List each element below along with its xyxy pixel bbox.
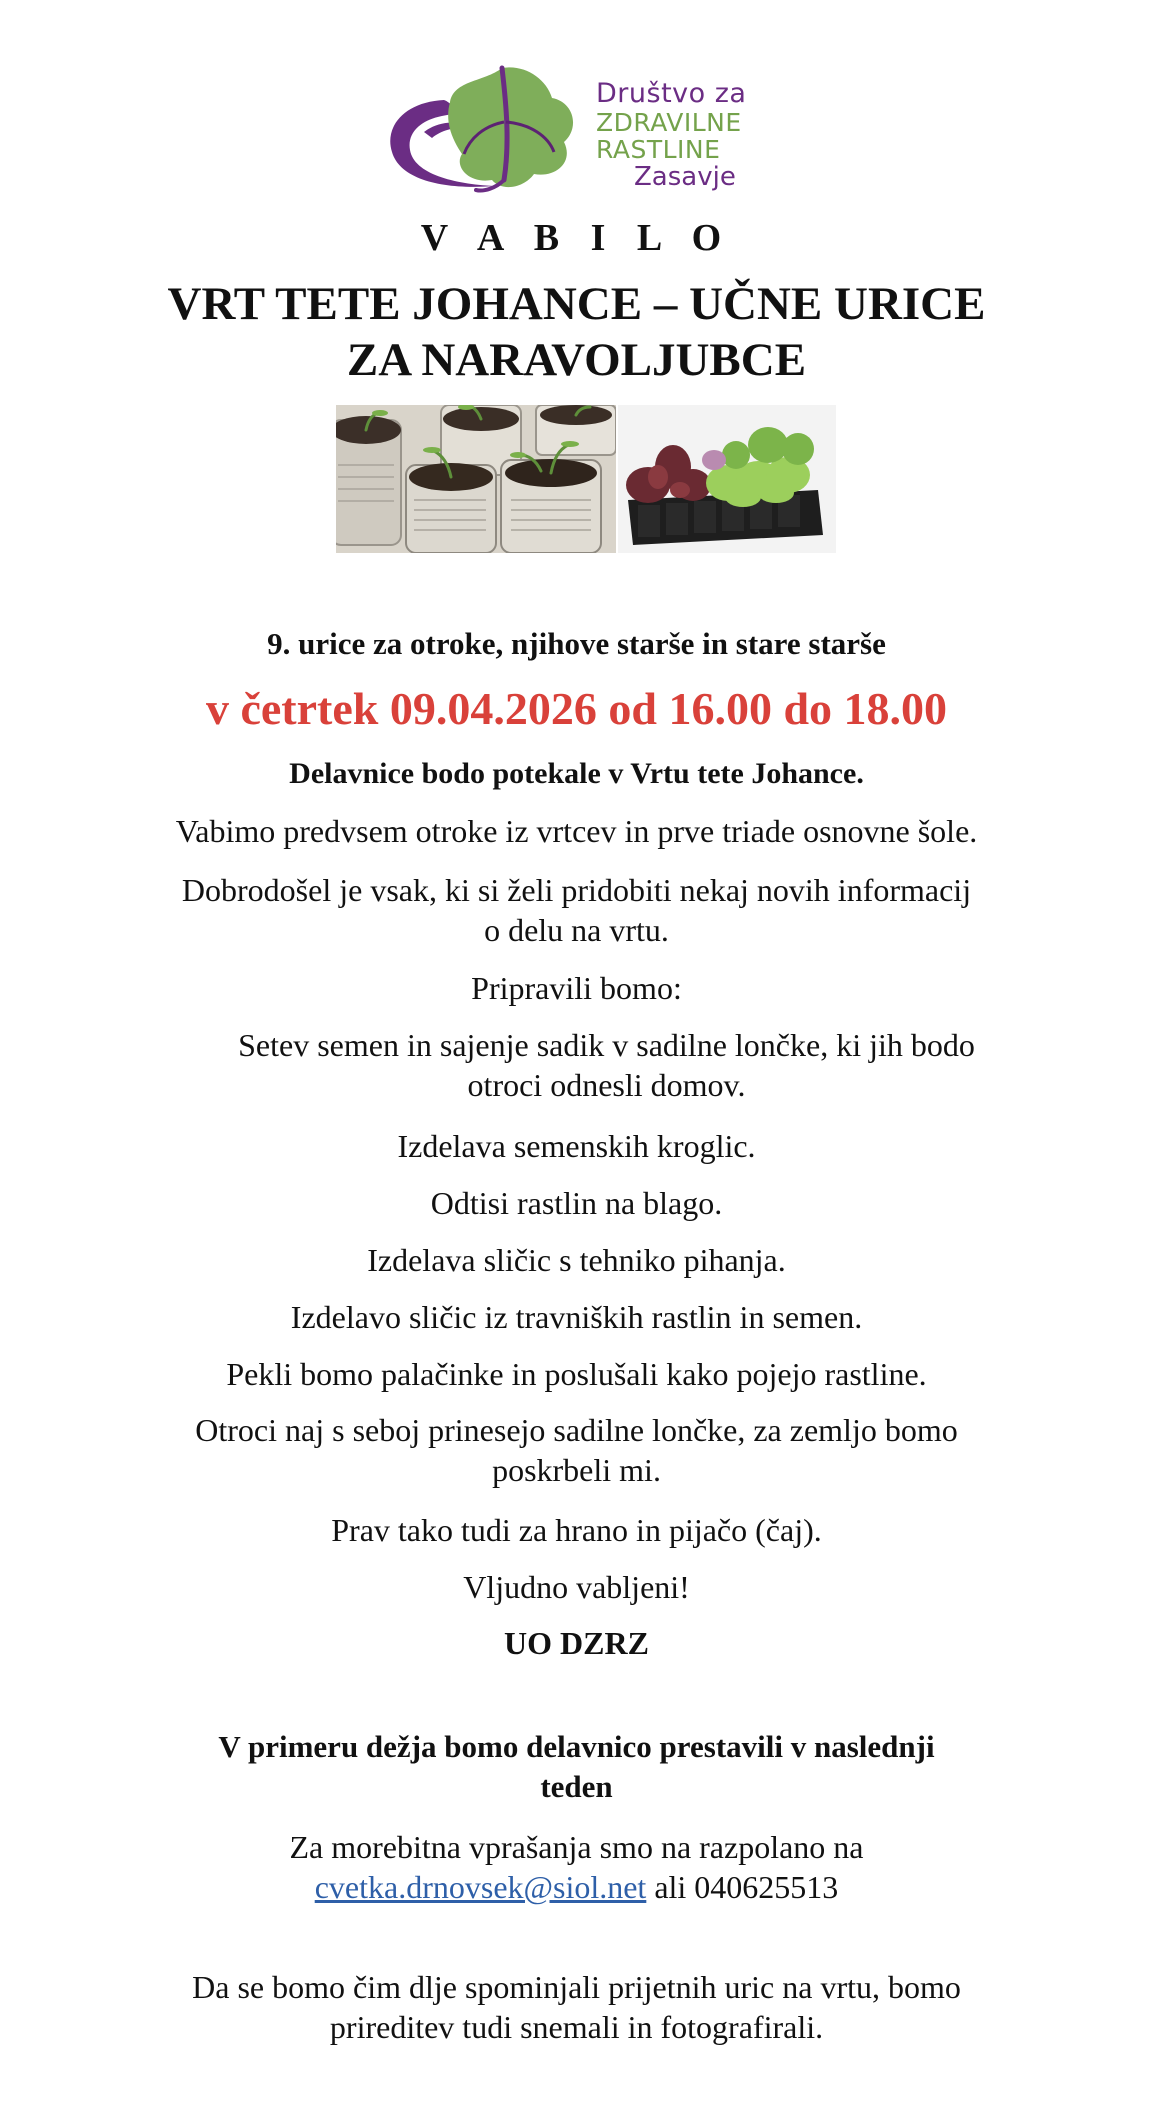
welcome-text-line-1: Dobrodošel je vsak, ki si želi pridobiti nekaj novih informacij [181,872,972,908]
event-date-time: v četrtek 09.04.2026 od 16.00 do 18.00 [205,683,948,734]
logo-line-drustvo: Društvo za [596,78,747,109]
rain-notice [0,1727,1153,1807]
logo-line-zdravilne: ZDRAVILNE [596,108,742,137]
activity-1-line-2: otroci odnesli domov. [467,1067,746,1103]
audience-line: 9. urice za otroke, njihove starše in stare starše [267,626,886,661]
welcome-text-line-2: o delu na vrtu. [484,912,669,948]
activity-item: Izdelava sličic s tehniko pihanja. [367,1242,786,1278]
signature: UO DZRZ [504,1625,649,1661]
contact-line-2 [0,1867,1153,1907]
lettuce-seedling-tray-photo [618,405,836,553]
invite-text: Vabimo predvsem otroke iz vrtcev in prve triade osnovne šole. [175,813,978,849]
activity-item: Izdelava semenskih kroglic. [397,1128,756,1164]
logo-text [596,80,806,192]
event-title-line-2: ZA NARAVOLJUBCE [346,334,807,386]
rain-notice-line-2: teden [540,1769,613,1804]
activity-item: Odtisi rastlin na blago. [430,1185,723,1221]
rain-notice-line-1: V primeru dežja bomo delavnico prestavili v naslednji [218,1729,935,1764]
activity-item [0,1025,1153,1105]
contact-info [0,1827,1153,1907]
event-title-line-1: VRT TETE JOHANCE – UČNE URICE [167,278,986,330]
logo-line-rastline: RASTLINE [596,135,721,164]
welcome-text [0,870,1153,950]
paper-pot-seedlings-photo [336,405,616,553]
seedling-photos [336,405,836,553]
contact-phone: ali 040625513 [646,1869,839,1905]
food-text: Prav tako tudi za hrano in pijačo (čaj). [331,1512,822,1548]
event-title [0,276,1153,388]
activity-item: Pekli bomo palačinke in poslušali kako pojejo rastline. [226,1356,927,1392]
greeting-text: Vljudno vabljeni! [463,1569,690,1605]
contact-line-1: Za morebitna vprašanja smo na razpolano na [289,1829,864,1865]
closing-line-2: prireditev tudi snemali in fotografirali. [329,2009,824,2045]
contact-email-link[interactable]: cvetka.drnovsek@siol.net [314,1869,647,1905]
leaf-logo-icon [384,62,594,202]
closing-text [0,1967,1153,2047]
activity-1-line-1: Setev semen in sajenje sadik v sadilne lončke, ki jih bodo [238,1027,975,1063]
invitation-heading: V A B I L O [420,217,733,259]
closing-line-1: Da se bomo čim dlje spominjali prijetnih uric na vrtu, bomo [192,1969,961,2005]
activity-item: Izdelavo sličic iz travniških rastlin in semen. [290,1299,863,1335]
bring-pots-line-1: Otroci naj s seboj prinesejo sadilne lončke, za zemljo bomo [195,1412,958,1448]
bring-pots-line-2: poskrbeli mi. [492,1452,661,1488]
prepared-heading: Pripravili bomo: [471,970,682,1006]
logo-line-zasavje: Zasavje [634,162,736,192]
organization-logo [384,62,804,202]
bring-pots-text [0,1410,1153,1490]
event-location: Delavnice bodo potekale v Vrtu tete Johance. [289,757,864,790]
